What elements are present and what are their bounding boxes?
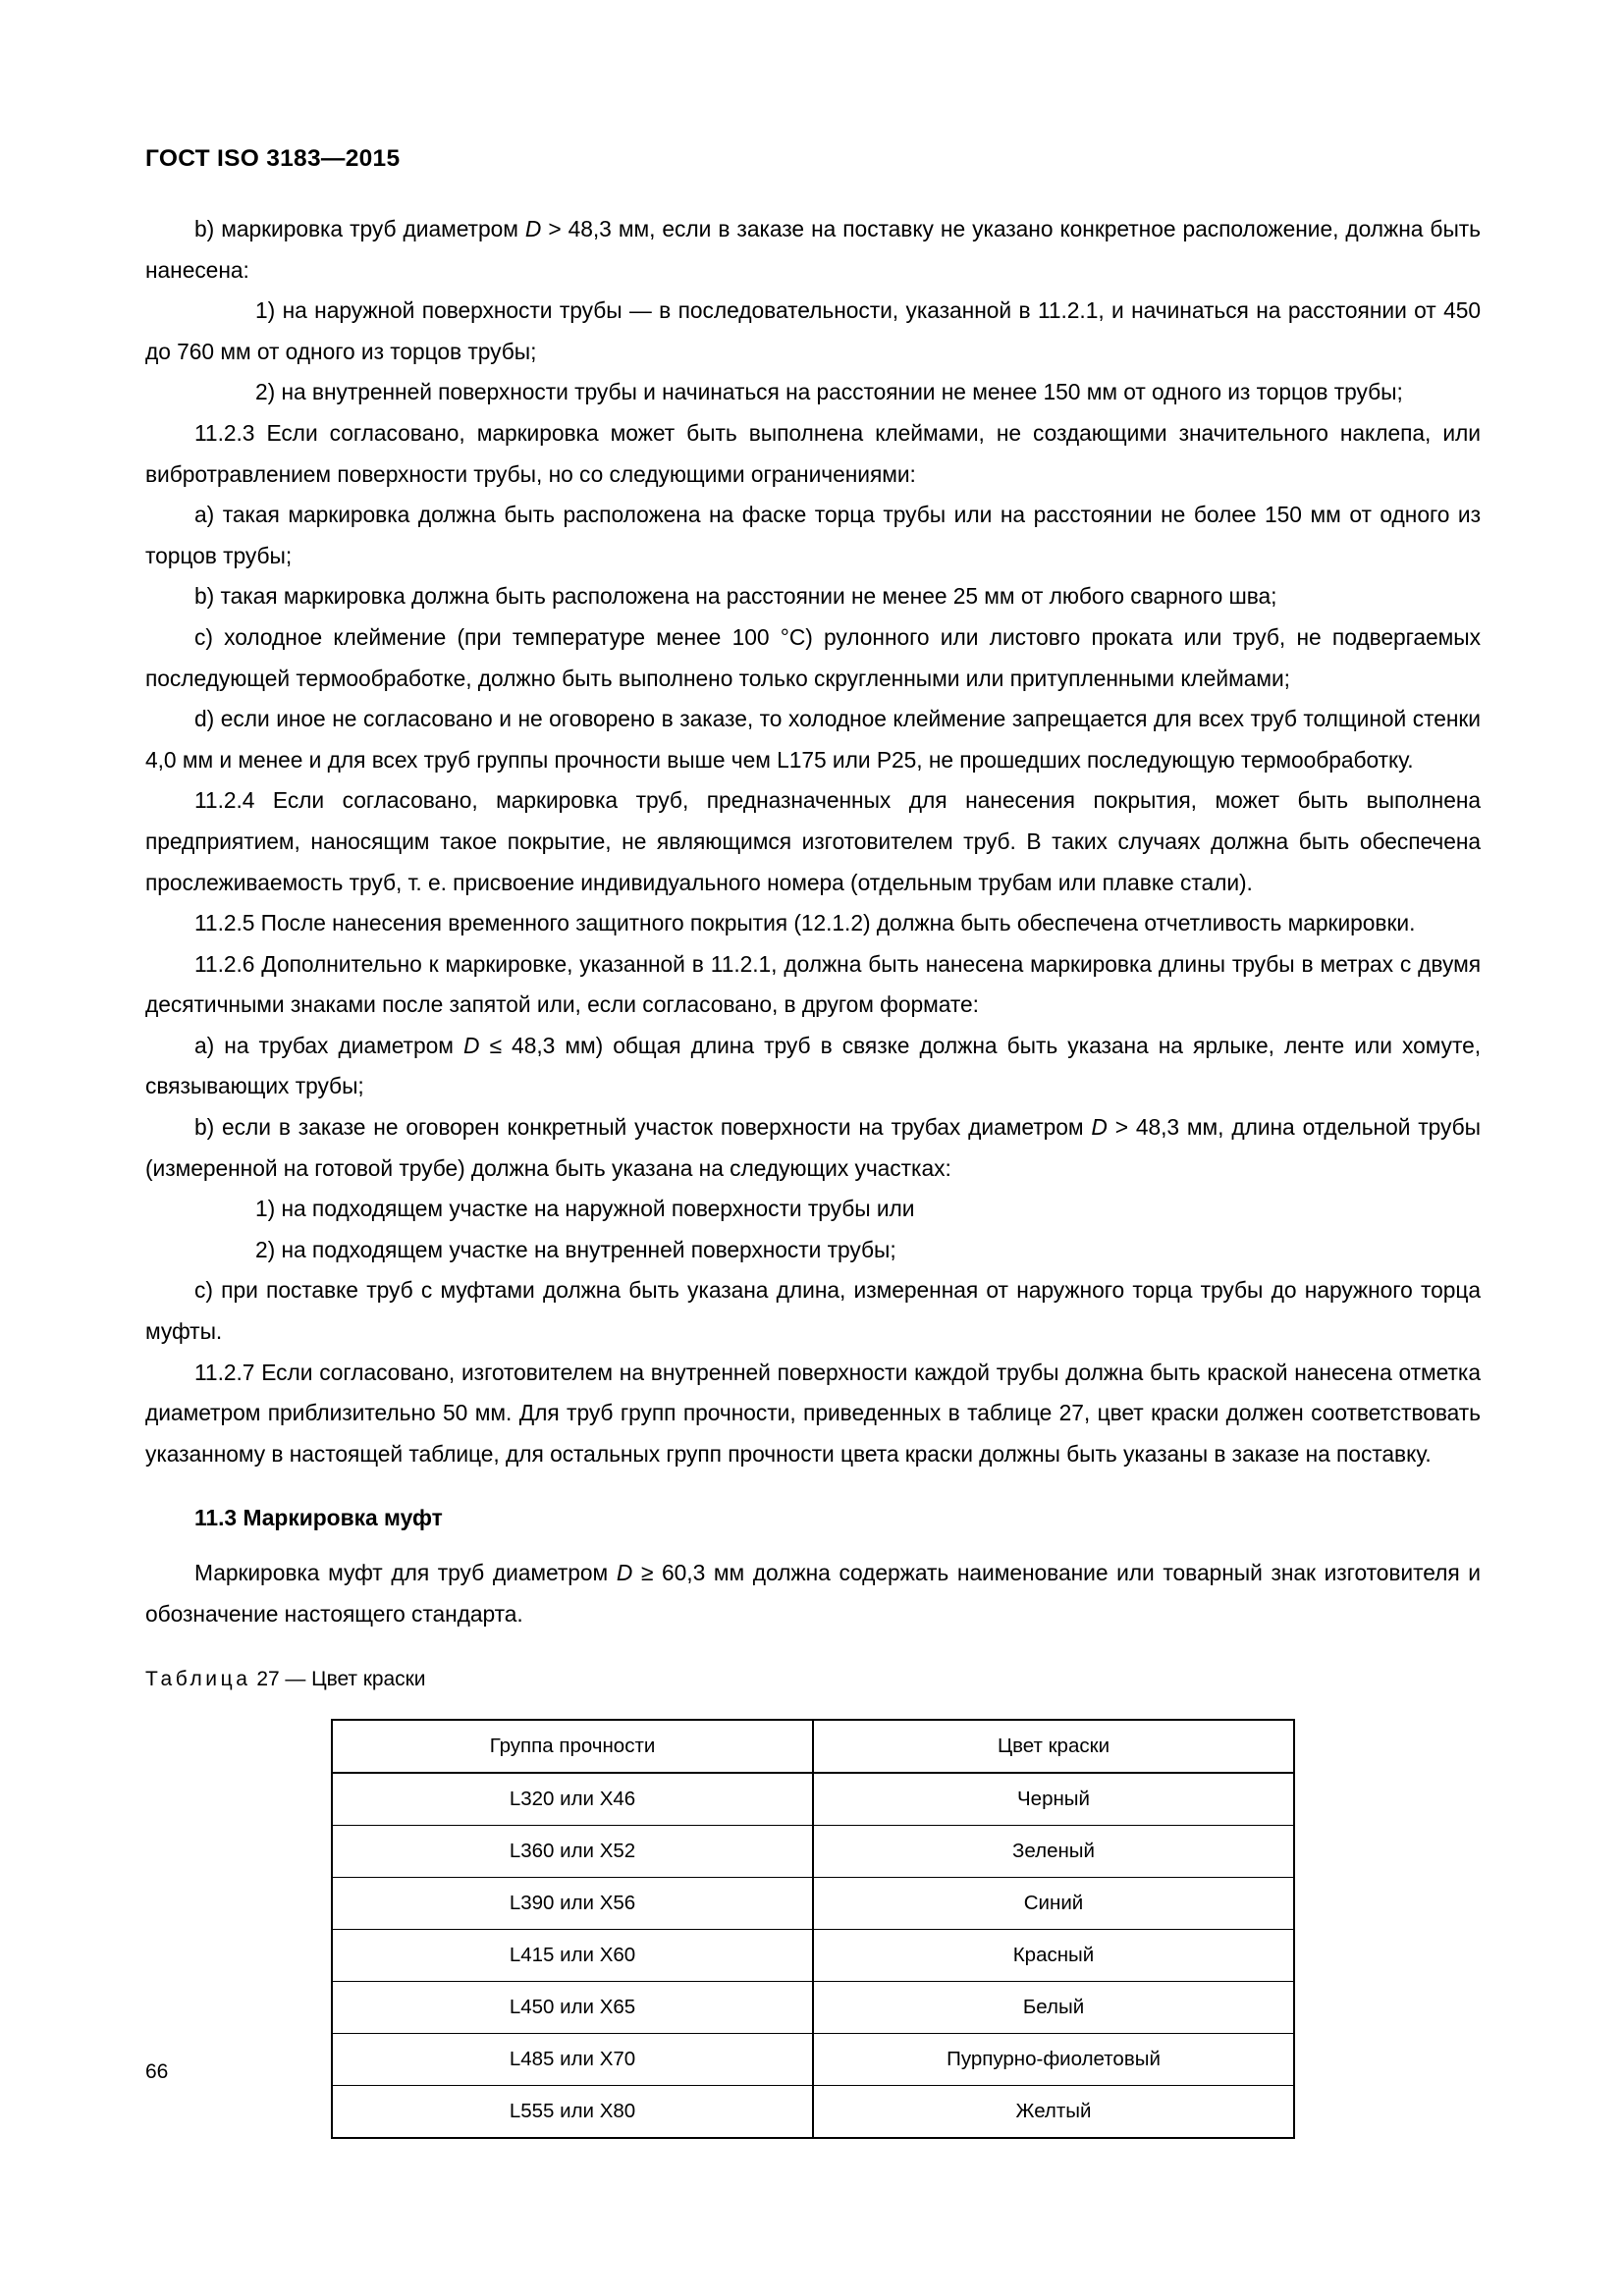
paragraph-11-2-6-a	[145, 1026, 1481, 1107]
paragraph-item-1: 1) на наружной поверхности трубы — в последовательности, указанной в 11.2.1, и начинаться на расстоянии от 450 до 760 мм от одного из торцов трубы;	[145, 297, 1481, 364]
spacer	[145, 1634, 1481, 1664]
paragraph-11-2-6-b-2: 2) на подходящем участке на внутренней поверхности трубы;	[255, 1236, 896, 1262]
table-row	[332, 1930, 1294, 1982]
paragraph-11-2-3-d: d) если иное не согласовано и не оговорено в заказе, то холодное клеймение запрещается для всех труб толщиной стенки 4,0 мм и менее и для всех труб группы прочности выше чем L175 или Р25, не прошедших последующую термообработку.	[145, 706, 1481, 773]
cell-color: Пурпурно-фиолетовый	[813, 2034, 1294, 2086]
cell-grade: L415 или X60	[332, 1930, 813, 1982]
paragraph-11-2-6-b-1: 1) на подходящем участке на наружной поверхности трубы или	[255, 1196, 915, 1222]
table-row	[332, 1878, 1294, 1930]
variable-d: D	[462, 1032, 480, 1058]
cell-color: Желтый	[813, 2086, 1294, 2139]
paragraph-11-2-6-b	[145, 1107, 1481, 1189]
variable-d: D	[1091, 1114, 1108, 1141]
paragraph-11-2-7: 11.2.7 Если согласовано, изготовителем на внутренней поверхности каждой трубы должна быть краской нанесена отметка диаметром приблизительно 50 мм. Для труб групп прочности, приведенных в таблице 27, цвет краски должен соответствовать указанному в настоящей таблице, для остальных групп прочности цвета краски должны быть указаны в заказе на поставку.	[145, 1359, 1481, 1467]
cell-color: Синий	[813, 1878, 1294, 1930]
table-row	[332, 1982, 1294, 2034]
paragraph-11-3-body	[145, 1553, 1481, 1634]
table-caption	[145, 1664, 1481, 1695]
cell-grade: L390 или X56	[332, 1878, 813, 1930]
para-lead: Маркировка муфт для труб диаметром	[194, 1560, 617, 1585]
section-heading-11-3: 11.3 Маркировка муфт	[194, 1505, 443, 1531]
cell-grade: L450 или X65	[332, 1982, 813, 2034]
para-lead: b) если в заказе не оговорен конкретный участок поверхности на трубах диаметром	[194, 1114, 1092, 1141]
column-header-grade: Группа прочности	[332, 1720, 813, 1773]
document-body	[145, 209, 1481, 2139]
paragraph-11-2-3-c: c) холодное клеймение (при температуре менее 100 °C) рулонного или листовго проката или труб, не подвергаемых последующей термообработке, должно быть выполнено только скругленными или притупленными клеймами;	[145, 623, 1481, 691]
para-rest: > 48,3 мм, если в заказе на поставку не указано конкретное расположение, должна быть нанесена:	[145, 216, 1481, 283]
spacer	[145, 1474, 1481, 1498]
table-head	[332, 1720, 1294, 1773]
cell-grade: L485 или X70	[332, 2034, 813, 2086]
paragraph-11-2-6: 11.2.6 Дополнительно к маркировке, указанной в 11.2.1, должна быть нанесена маркировка длины трубы в метрах с двумя десятичными знаками после запятой или, если согласовано, в другом формате:	[145, 950, 1481, 1018]
paragraph-11-2-2-b	[145, 209, 1481, 291]
cell-color: Белый	[813, 1982, 1294, 2034]
para-rest: > 48,3 мм, длина отдельной трубы (измеренной на готовой трубе) должна быть указана на следующих участках:	[145, 1114, 1481, 1181]
paint-color-table	[331, 1719, 1295, 2139]
cell-color: Зеленый	[813, 1826, 1294, 1878]
paragraph-11-2-3-a: a) такая маркировка должна быть расположена на фаске торца трубы или на расстоянии не более 150 мм от одного из торцов трубы;	[145, 502, 1481, 568]
para-rest: ≤ 48,3 мм) общая длина труб в связке должна быть указана на ярлыке, ленте или хомуте, связывающих трубы;	[145, 1032, 1481, 1099]
table-row	[332, 1826, 1294, 1878]
paragraph-11-2-4: 11.2.4 Если согласовано, маркировка труб, предназначенных для нанесения покрытия, может быть выполнена предприятием, наносящим такое покрытие, не являющимся изготовителем труб. В таких случаях должна быть обеспечена прослеживаемость труб, т. е. присвоение индивидуального номера (отдельным трубам или плавке стали).	[145, 787, 1481, 895]
paragraph-11-2-5: 11.2.5 После нанесения временного защитного покрытия (12.1.2) должна быть обеспечена отчетливость маркировки.	[194, 910, 1416, 936]
paragraph-11-2-3: 11.2.3 Если согласовано, маркировка может быть выполнена клеймами, не создающими значительного наклепа, или вибротравлением поверхности трубы, но со следующими ограничениями:	[145, 419, 1481, 487]
para-lead: b) маркировка труб диаметром	[194, 216, 525, 241]
page-header: ГОСТ ISO 3183—2015	[145, 145, 401, 172]
paragraph-11-2-6-c: c) при поставке труб с муфтами должна быть указана длина, измеренная от наружного торца трубы до наружного торца муфты.	[145, 1277, 1481, 1345]
table-caption-rest: 27 — Цвет краски	[250, 1668, 426, 1691]
column-header-color: Цвет краски	[813, 1720, 1294, 1773]
cell-grade: L555 или X80	[332, 2086, 813, 2139]
para-lead: a) на трубах диаметром	[194, 1032, 463, 1058]
spacer	[145, 1539, 1481, 1553]
variable-d: D	[524, 216, 542, 241]
para-rest: ≥ 60,3 мм должна содержать наименование или товарный знак изготовителя и обозначение настоящего стандарта.	[145, 1560, 1481, 1627]
table-header-row	[332, 1720, 1294, 1773]
table-row	[332, 2034, 1294, 2086]
table-row	[332, 2086, 1294, 2139]
cell-grade: L320 или X46	[332, 1773, 813, 1826]
paragraph-item-2: 2) на внутренней поверхности трубы и начинаться на расстоянии не менее 150 мм от одного из торцов трубы;	[255, 379, 1403, 405]
paragraph-11-2-3-b: b) такая маркировка должна быть расположена на расстоянии не менее 25 мм от любого сварного шва;	[194, 583, 1277, 610]
cell-color: Красный	[813, 1930, 1294, 1982]
variable-d: D	[616, 1560, 633, 1585]
table-body	[332, 1773, 1294, 2138]
table-row	[332, 1773, 1294, 1826]
cell-grade: L360 или X52	[332, 1826, 813, 1878]
page-number: 66	[145, 2060, 169, 2083]
cell-color: Черный	[813, 1773, 1294, 1826]
table-caption-label: Таблица	[145, 1668, 251, 1691]
